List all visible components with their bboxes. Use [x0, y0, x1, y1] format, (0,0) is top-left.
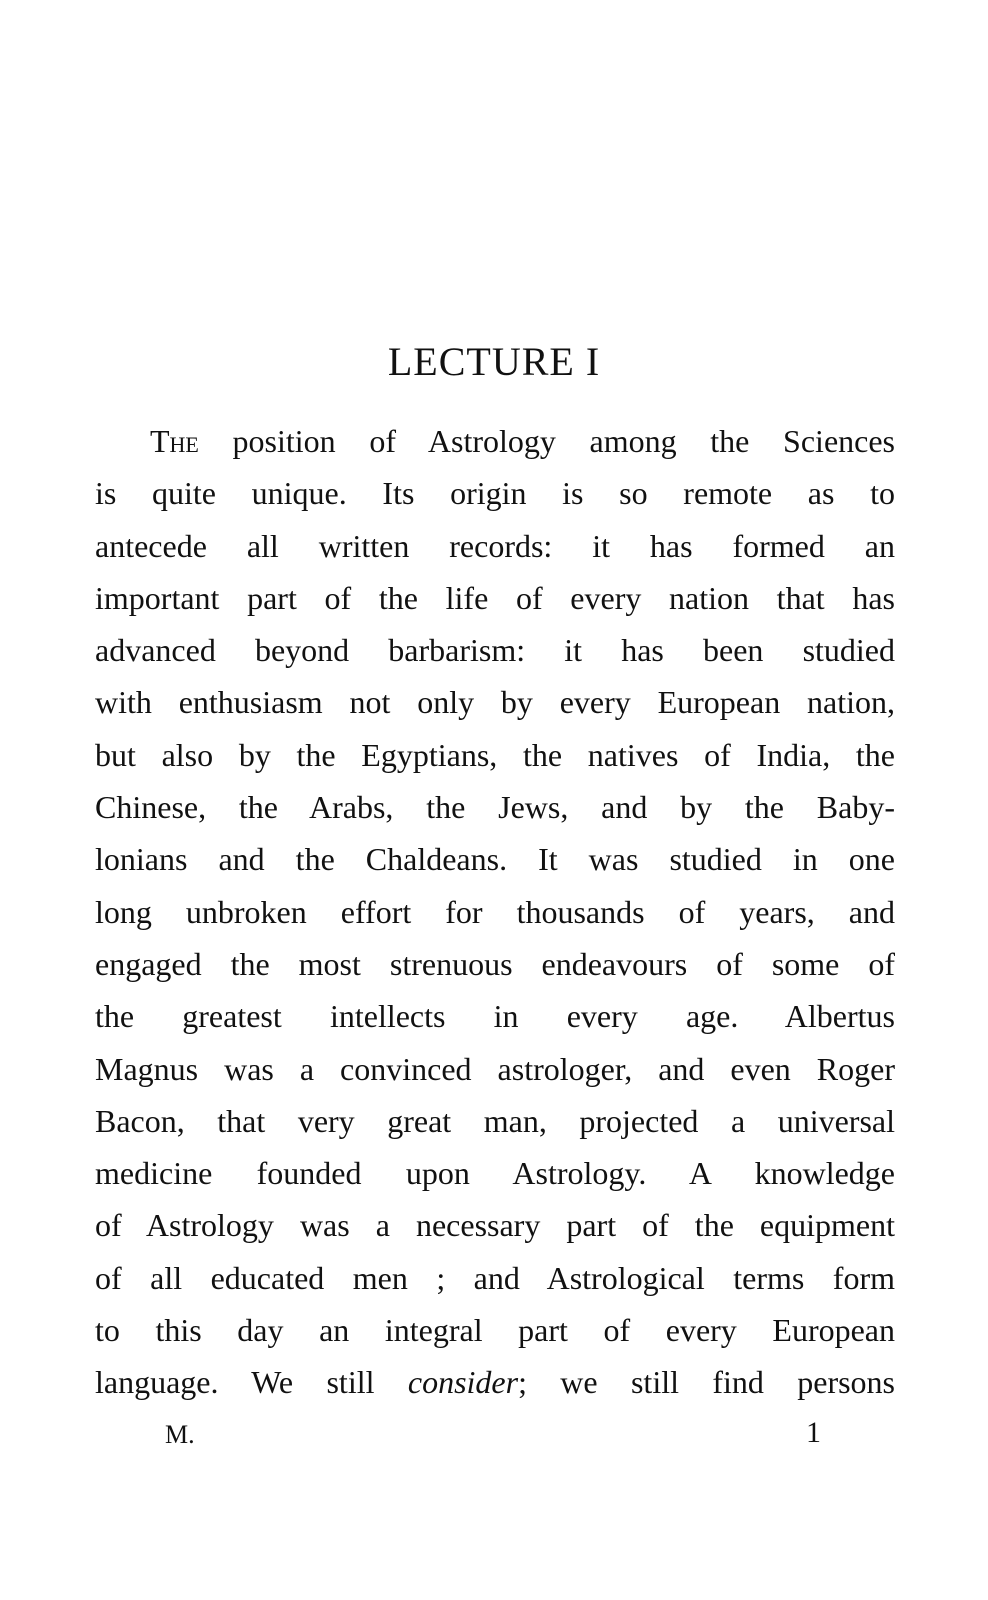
- text-line: to this day an integral part of every European: [95, 1312, 895, 1349]
- text-line: engaged the most strenuous endeavours of some of: [95, 945, 895, 982]
- text-line: of all educated men ; and Astrological terms form: [95, 1259, 895, 1296]
- line-text: language. We still: [95, 1364, 408, 1401]
- text-line: lonians and the Chaldeans. It was studied in one: [95, 841, 895, 878]
- body-text: [95, 415, 895, 1409]
- line-text: position of Astrology among the Sciences: [198, 423, 895, 459]
- text-line: is quite unique. Its origin is so remote as to: [95, 475, 895, 512]
- text-line: antecede all written records: it has formed an: [95, 527, 895, 564]
- text-line: long unbroken effort for thousands of years, and: [95, 893, 895, 930]
- text-line: [95, 1356, 895, 1408]
- text-line: important part of the life of every nation that has: [95, 579, 895, 616]
- text-line: Magnus was a convinced astrologer, and even Roger: [95, 1050, 895, 1087]
- text-line: Bacon, that very great man, projected a universal: [95, 1102, 895, 1139]
- italic-word: consider: [407, 1364, 519, 1401]
- text-line: with enthusiasm not only by every European nation,: [95, 684, 895, 721]
- text-line: of Astrology was a necessary part of the equipment: [95, 1207, 895, 1244]
- drop-word: The: [150, 423, 199, 459]
- line-text: ; we still find persons: [518, 1364, 895, 1401]
- text-line: the greatest intellects in every age. Albertus: [95, 998, 895, 1035]
- page-number: 1: [806, 1416, 821, 1449]
- signature-mark: M.: [165, 1420, 195, 1449]
- lecture-heading: LECTURE I: [387, 339, 601, 384]
- text-line: but also by the Egyptians, the natives of India, the: [95, 736, 895, 773]
- text-line: medicine founded upon Astrology. A knowledge: [95, 1155, 895, 1192]
- text-line: advanced beyond barbarism: it has been studied: [95, 632, 895, 669]
- text-line: Chinese, the Arabs, the Jews, and by the Baby-: [95, 789, 895, 826]
- text-line: [95, 415, 895, 467]
